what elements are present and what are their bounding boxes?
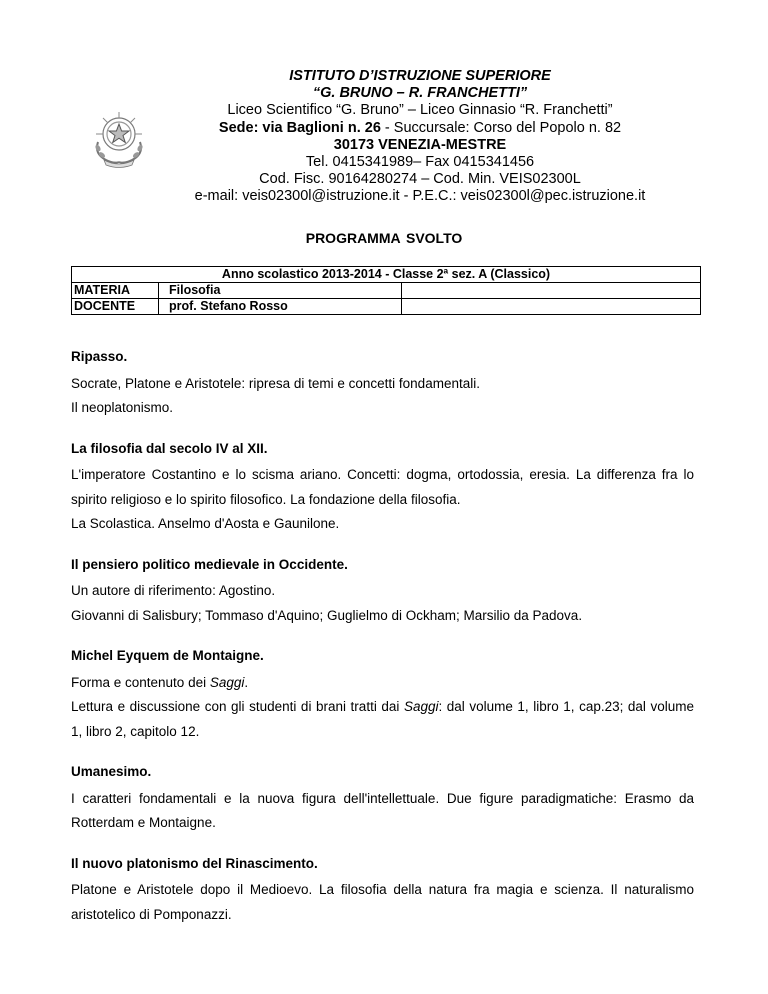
paragraph: I caratteri fondamentali e la nuova figura dell'intellettuale. Due figure paradigmatiche: Erasmo da Rotterdam e Montaigne.	[71, 790, 694, 830]
paragraph: Platone e Aristotele dopo il Medioevo. La filosofia della natura fra magia e scienza. Il naturalismo aristotelico di Pomponazzi.	[71, 882, 694, 922]
paragraph	[71, 671, 694, 696]
school-year-class: Anno scolastico 2013-2014 - Classe 2ª sez. A (Classico)	[72, 267, 701, 283]
teacher-label: DOCENTE	[72, 299, 159, 315]
text-run: Lettura e discussione con gli studenti di brani tratti dai	[71, 699, 404, 714]
paragraph: Socrate, Platone e Aristotele: ripresa di temi e concetti fondamentali.	[71, 375, 480, 391]
paragraph	[71, 695, 694, 744]
header-phone: Tel. 0415341989– Fax 0415341456	[305, 154, 535, 171]
paragraph: La Scolastica. Anselmo d'Aosta e Gaunilone.	[71, 516, 340, 531]
header-line2: “G. BRUNO – R. FRANCHETTI”	[312, 85, 528, 102]
header-branch: - Succursale: Corso del Popolo n. 82	[380, 119, 622, 136]
paragraph: Il neoplatonismo.	[71, 400, 174, 415]
section-heading: Ripasso.	[71, 349, 128, 364]
paragraph: L'imperatore Costantino e lo scisma ariano. Concetti: dogma, ortodossia, eresia. La differenza fra lo spirito religioso e lo spirito filosofico. La fondazione della filosofia.	[71, 467, 694, 507]
section-political-thought	[71, 553, 694, 629]
header-codes: Cod. Fisc. 90164280274 – Cod. Min. VEIS02300L	[259, 171, 581, 188]
program-content	[71, 345, 694, 943]
empty-cell	[402, 283, 701, 299]
teacher-value: prof. Stefano Rosso	[159, 299, 402, 315]
section-montaigne	[71, 644, 694, 744]
header-line1: ISTITUTO D’ISTRUZIONE SUPERIORE	[289, 68, 551, 84]
page-title: PROGRAMMA SVOLTO	[305, 230, 463, 246]
book-title: Saggi	[403, 699, 439, 714]
section-heading: Umanesimo.	[71, 764, 152, 779]
header-seat: Sede: via Baglioni n. 26	[218, 119, 381, 136]
section-medieval-philosophy	[71, 437, 694, 537]
course-info-table	[71, 266, 701, 315]
subject-label: MATERIA	[72, 283, 159, 299]
header-line4	[150, 120, 690, 137]
header-email: e-mail: veis02300l@istruzione.it - P.E.C.: veis02300l@pec.istruzione.it	[194, 188, 646, 205]
section-heading: Il nuovo platonismo del Rinascimento.	[71, 855, 318, 871]
header-line3: Liceo Scientifico “G. Bruno” – Liceo Ginnasio “R. Franchetti”	[227, 102, 613, 119]
paragraph: Giovanni di Salisbury; Tommaso d'Aquino; Guglielmo di Ockham; Marsilio da Padova.	[71, 607, 583, 623]
header-line5: 30173 VENEZIA-MESTRE	[333, 136, 507, 153]
empty-cell	[402, 299, 701, 315]
republic-emblem-icon	[86, 104, 152, 170]
section-humanism	[71, 760, 694, 836]
institution-header	[150, 68, 690, 206]
section-ripasso	[71, 345, 694, 421]
text-run: .	[244, 674, 249, 690]
text-run: Forma e contenuto dei	[71, 674, 210, 690]
text-run: : dal volume 1, libro 1, cap.23; dal volume 1, libro 2, capitolo 12.	[71, 699, 695, 739]
book-title: Saggi	[209, 674, 245, 690]
paragraph: Un autore di riferimento: Agostino.	[71, 583, 276, 598]
section-heading: Il pensiero politico medievale in Occidente.	[71, 556, 348, 572]
subject-value: Filosofia	[159, 283, 402, 299]
section-heading: Michel Eyquem de Montaigne.	[71, 648, 264, 663]
section-heading: La filosofia dal secolo IV al XII.	[71, 440, 268, 456]
section-renaissance-platonism	[71, 852, 694, 928]
